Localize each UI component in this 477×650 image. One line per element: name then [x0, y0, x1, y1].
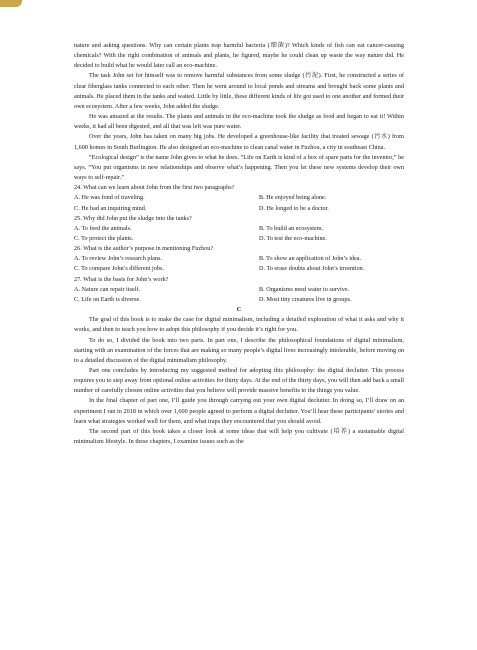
- option-c: C. He had an inquiring mind.: [74, 204, 147, 212]
- paragraph: The goal of this book is to make the case for digital minimalism, including a detailed exploration of what it asks and why it works, and then to teach you how to adopt this philosophy if you decide it’s right for you.: [74, 316, 404, 334]
- option-grid: [74, 224, 404, 244]
- option-d: D. To erase doubts about John’s invention.: [259, 265, 365, 273]
- paragraph: Part one concludes by introducing my suggested method for adopting this philosophy: the digital declutter. This process requires you to step away from optional online activities for thirty days. At the end of the thirty days, you will then add back a small number of carefully chosen online activities that you believe will provide massive benefits to the things you value.: [74, 367, 404, 395]
- paragraph: “Ecological design” is the name John gives to what he does. “Life on Earth is kind of a box of spare parts for the inventor,” he says. “You put organisms in new relationships and observe what’s happening. Then you let these new systems develop their own ways to self-repair.”: [74, 153, 404, 182]
- paragraph: To do so, I divided the book into two parts. In part one, I describe the philosophical foundations of digital minimalism, starting with an examination of the forces that are making so many people’s digital lives increasingly intolerable, before moving on to a detailed discussion of the digital minimalism philosophy.: [74, 336, 404, 364]
- paragraph: The second part of this book takes a closer look at some ideas that will help you cultivate (培养) a sustainable digital minimalism lifestyle. In these chapters, I examine issues such as the: [74, 427, 404, 446]
- option-a: A. To review John’s research plans.: [74, 255, 162, 263]
- passage-b: [74, 41, 404, 305]
- question-27: [74, 275, 404, 305]
- question-25: [74, 214, 404, 244]
- option-grid: [74, 285, 404, 305]
- option-c: C. To protect the plants.: [74, 234, 134, 242]
- page-content: [74, 41, 404, 447]
- option-c: C. Life on Earth is diverse.: [74, 295, 141, 303]
- option-a: A. Nature can repair itself.: [74, 285, 140, 293]
- question-stem: 26. What is the author’s purpose in mentioning Fuzhou?: [74, 245, 214, 253]
- option-b: B. To show an application of John’s idea.: [259, 255, 362, 263]
- option-a: A. To feed the animals.: [74, 224, 132, 232]
- paragraph: The task John set for himself was to remove harmful substances from some sludge (污泥). First, he constructed a series of clear fiberglass tanks connected to each other. Then he went around to local ponds and streams and brought back some plants and animals. He placed them in the tanks and waited. Little by little, these different kinds of life got used to one another and formed their own ecosystem. After a few weeks, John added the sludge.: [74, 72, 404, 110]
- paragraph: In the final chapter of part one, I’ll guide you through carrying out your own digital declutter. In doing so, I’ll draw on an experiment I ran in 2018 in which over 1,600 people agreed to perform a digital declutter. You’ll hear these participants’ stories and learn what strategies worked well for them, and what traps they encountered that you should avoid.: [74, 397, 404, 425]
- option-c: C. To compare John’s different jobs.: [74, 265, 164, 273]
- option-d: D. Most tiny creatures live in groups.: [259, 295, 352, 303]
- question-26: [74, 244, 404, 274]
- option-b: B. Organisms need water to survive.: [259, 285, 350, 293]
- question-stem: 24. What can we learn about John from the first two paragraphs?: [74, 184, 235, 192]
- option-grid: [74, 254, 404, 274]
- paragraph: Over the years, John has taken on many big jobs. He developed a greenhouse-like facility that treated sewage (污水) from 1,600 homes in South Burlington. He also designed an eco-machine to clean canal water in Fuzhou, a city in southeast China.: [74, 133, 404, 151]
- question-stem: 27. What is the basis for John’s work?: [74, 275, 169, 283]
- option-d: D. He longed to be a doctor.: [259, 204, 329, 212]
- option-b: B. He enjoyed being alone.: [259, 194, 327, 202]
- option-grid: [74, 193, 404, 213]
- corner-decoration: [0, 0, 22, 7]
- question-stem: 25. Why did John put the sludge into the tanks?: [74, 214, 192, 222]
- passage-c: [74, 305, 404, 447]
- option-b: B. To build an ecosystem.: [259, 224, 324, 232]
- paragraph: He was amazed at the results. The plants and animals in the eco-machine took the sludge as food and began to eat it! Within weeks, it had all been digested, and all that was left was pure water.: [74, 113, 404, 131]
- option-a: A. He was fond of traveling.: [74, 194, 145, 202]
- paragraph: nature and asking questions. Why can certain plants trap harmful bacteria (细菌)? Which kinds of fish can eat cancer-causing chemicals? With the right combination of animals and plants, he figured, maybe he could clean up waste the way nature did. He decided to build what he would later call an eco-machine.: [74, 42, 404, 70]
- section-heading: C: [236, 306, 242, 314]
- question-24: [74, 183, 404, 213]
- option-d: D. To test the eco-machine.: [259, 234, 327, 242]
